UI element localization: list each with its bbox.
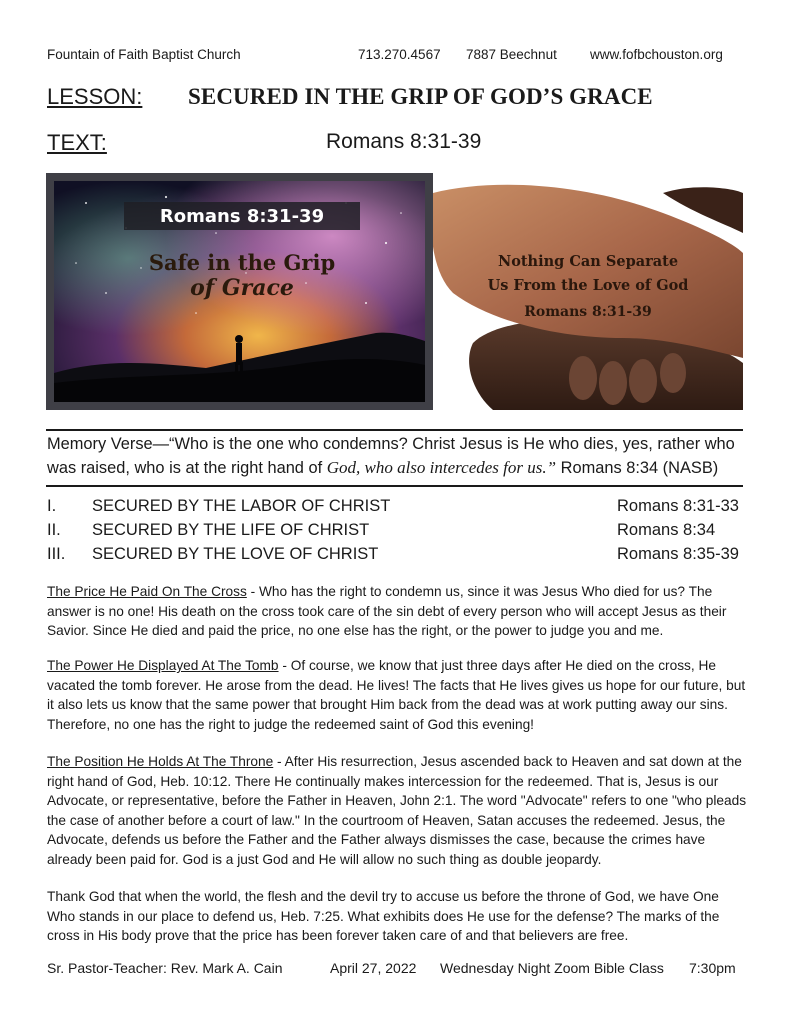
church-phone: 713.270.4567 [358, 47, 441, 62]
memory-verse-top-rule [46, 429, 743, 431]
paragraph-body: Thank God that when the world, the flesh and the devil try to accuse us before the throne of God, we have One Who stands in our place to defend us, Heb. 7:25. What exhibits does He use for the defense? The marks of the cross in His body prove that the price has been forever taken care of and that believers are free. [47, 889, 720, 944]
outline-item [47, 497, 747, 519]
outline-item [47, 545, 747, 567]
hands-line1: Nothing Can Separate [497, 253, 679, 270]
memory-verse-italic: God, who also intercedes for us.” [326, 458, 557, 477]
paragraph-heading: The Price He Paid On The Cross [47, 584, 247, 599]
memory-verse [47, 433, 747, 480]
memory-verse-reference: Romans 8:34 (NASB) [556, 459, 719, 477]
church-name: Fountain of Faith Baptist Church [47, 47, 241, 62]
outline-text: SECURED BY THE LIFE OF CHRIST [92, 521, 370, 539]
footer-class: Wednesday Night Zoom Bible Class [440, 960, 664, 976]
paragraph-heading: The Position He Holds At The Throne [47, 754, 274, 769]
lesson-title: SECURED IN THE GRIP OF GOD’S GRACE [188, 84, 653, 109]
memory-verse-bottom-rule [46, 485, 743, 487]
image-title-line2: of Grace [190, 275, 294, 301]
church-address: 7887 Beechnut [466, 47, 557, 62]
image-banner-text: Romans 8:31-39 [159, 206, 325, 227]
lesson-label: LESSON: [47, 84, 143, 109]
outline-numeral: III. [47, 545, 66, 563]
outline-reference: Romans 8:35-39 [617, 545, 739, 563]
outline-item [47, 521, 747, 543]
outline-text: SECURED BY THE LOVE OF CHRIST [92, 545, 379, 563]
night-sky-illustration [46, 173, 433, 410]
footer-time: 7:30pm [689, 960, 736, 976]
paragraph-position [47, 752, 747, 870]
text-reference: Romans 8:31-39 [326, 130, 482, 153]
safe-in-grip-image [46, 173, 433, 410]
memory-verse-text: Memory Verse—“Who is the one who condemns? Christ Jesus is He who dies, yes, rather who was raised, who is at the right hand of [47, 435, 735, 477]
hands-image [433, 173, 743, 410]
image-title-line1: Safe in the Grip [148, 250, 336, 275]
paragraph-body: - After His resurrection, Jesus ascended back to Heaven and sat down at the right hand of God, Heb. 10:12. There He continually makes intercession for the redeemed. That is, Jesus is our Advocate, or representative, before the Father in Heaven, John 2:1. The word "Advocate" refers to one "who pleads the case of another before a court of law." In the courtroom of Heaven, Satan accuses the redeemed. Jesus, the Advocate, defends us before the Father and the Father always dismisses the case, because the crimes have already been paid for. God is a just God and He will allow no such thing as double jeopardy. [47, 754, 747, 867]
outline-reference: Romans 8:31-33 [617, 497, 739, 515]
outline-numeral: I. [47, 497, 57, 515]
paragraph-price [47, 582, 747, 641]
holding-hands-illustration [433, 173, 743, 410]
paragraph-body: - Of course, we know that just three days after He died on the cross, He vacated the tomb forever. He arose from the dead. He lives! The facts that He lives gives us hope for our future, but it also lets us know that the same power that brought Him back from the dead was at work putting away our sins. Therefore, no one has the right to judge the redeemed saint of God this evening! [47, 658, 746, 732]
hands-line3: Romans 8:31-39 [524, 304, 652, 320]
footer-pastor: Sr. Pastor-Teacher: Rev. Mark A. Cain [47, 960, 283, 976]
church-website[interactable]: www.fofbchouston.org [590, 47, 723, 62]
text-label: TEXT: [47, 130, 107, 155]
outline-reference: Romans 8:34 [617, 521, 716, 539]
outline-numeral: II. [47, 521, 61, 539]
paragraph-power [47, 656, 747, 734]
footer-date: April 27, 2022 [330, 960, 417, 976]
paragraph-closing [47, 887, 747, 946]
paragraph-heading: The Power He Displayed At The Tomb [47, 658, 279, 673]
outline-text: SECURED BY THE LABOR OF CHRIST [92, 497, 391, 515]
paragraph-body: - Who has the right to condemn us, since it was Jesus Who died for us? The answer is no one! His death on the cross took care of the sin debt of every person who will accept Jesus as their Savior. Since He died and paid the price, no one else has the right, or the power to judge you and me. [47, 584, 727, 639]
hands-line2: Us From the Love of God [487, 277, 689, 294]
